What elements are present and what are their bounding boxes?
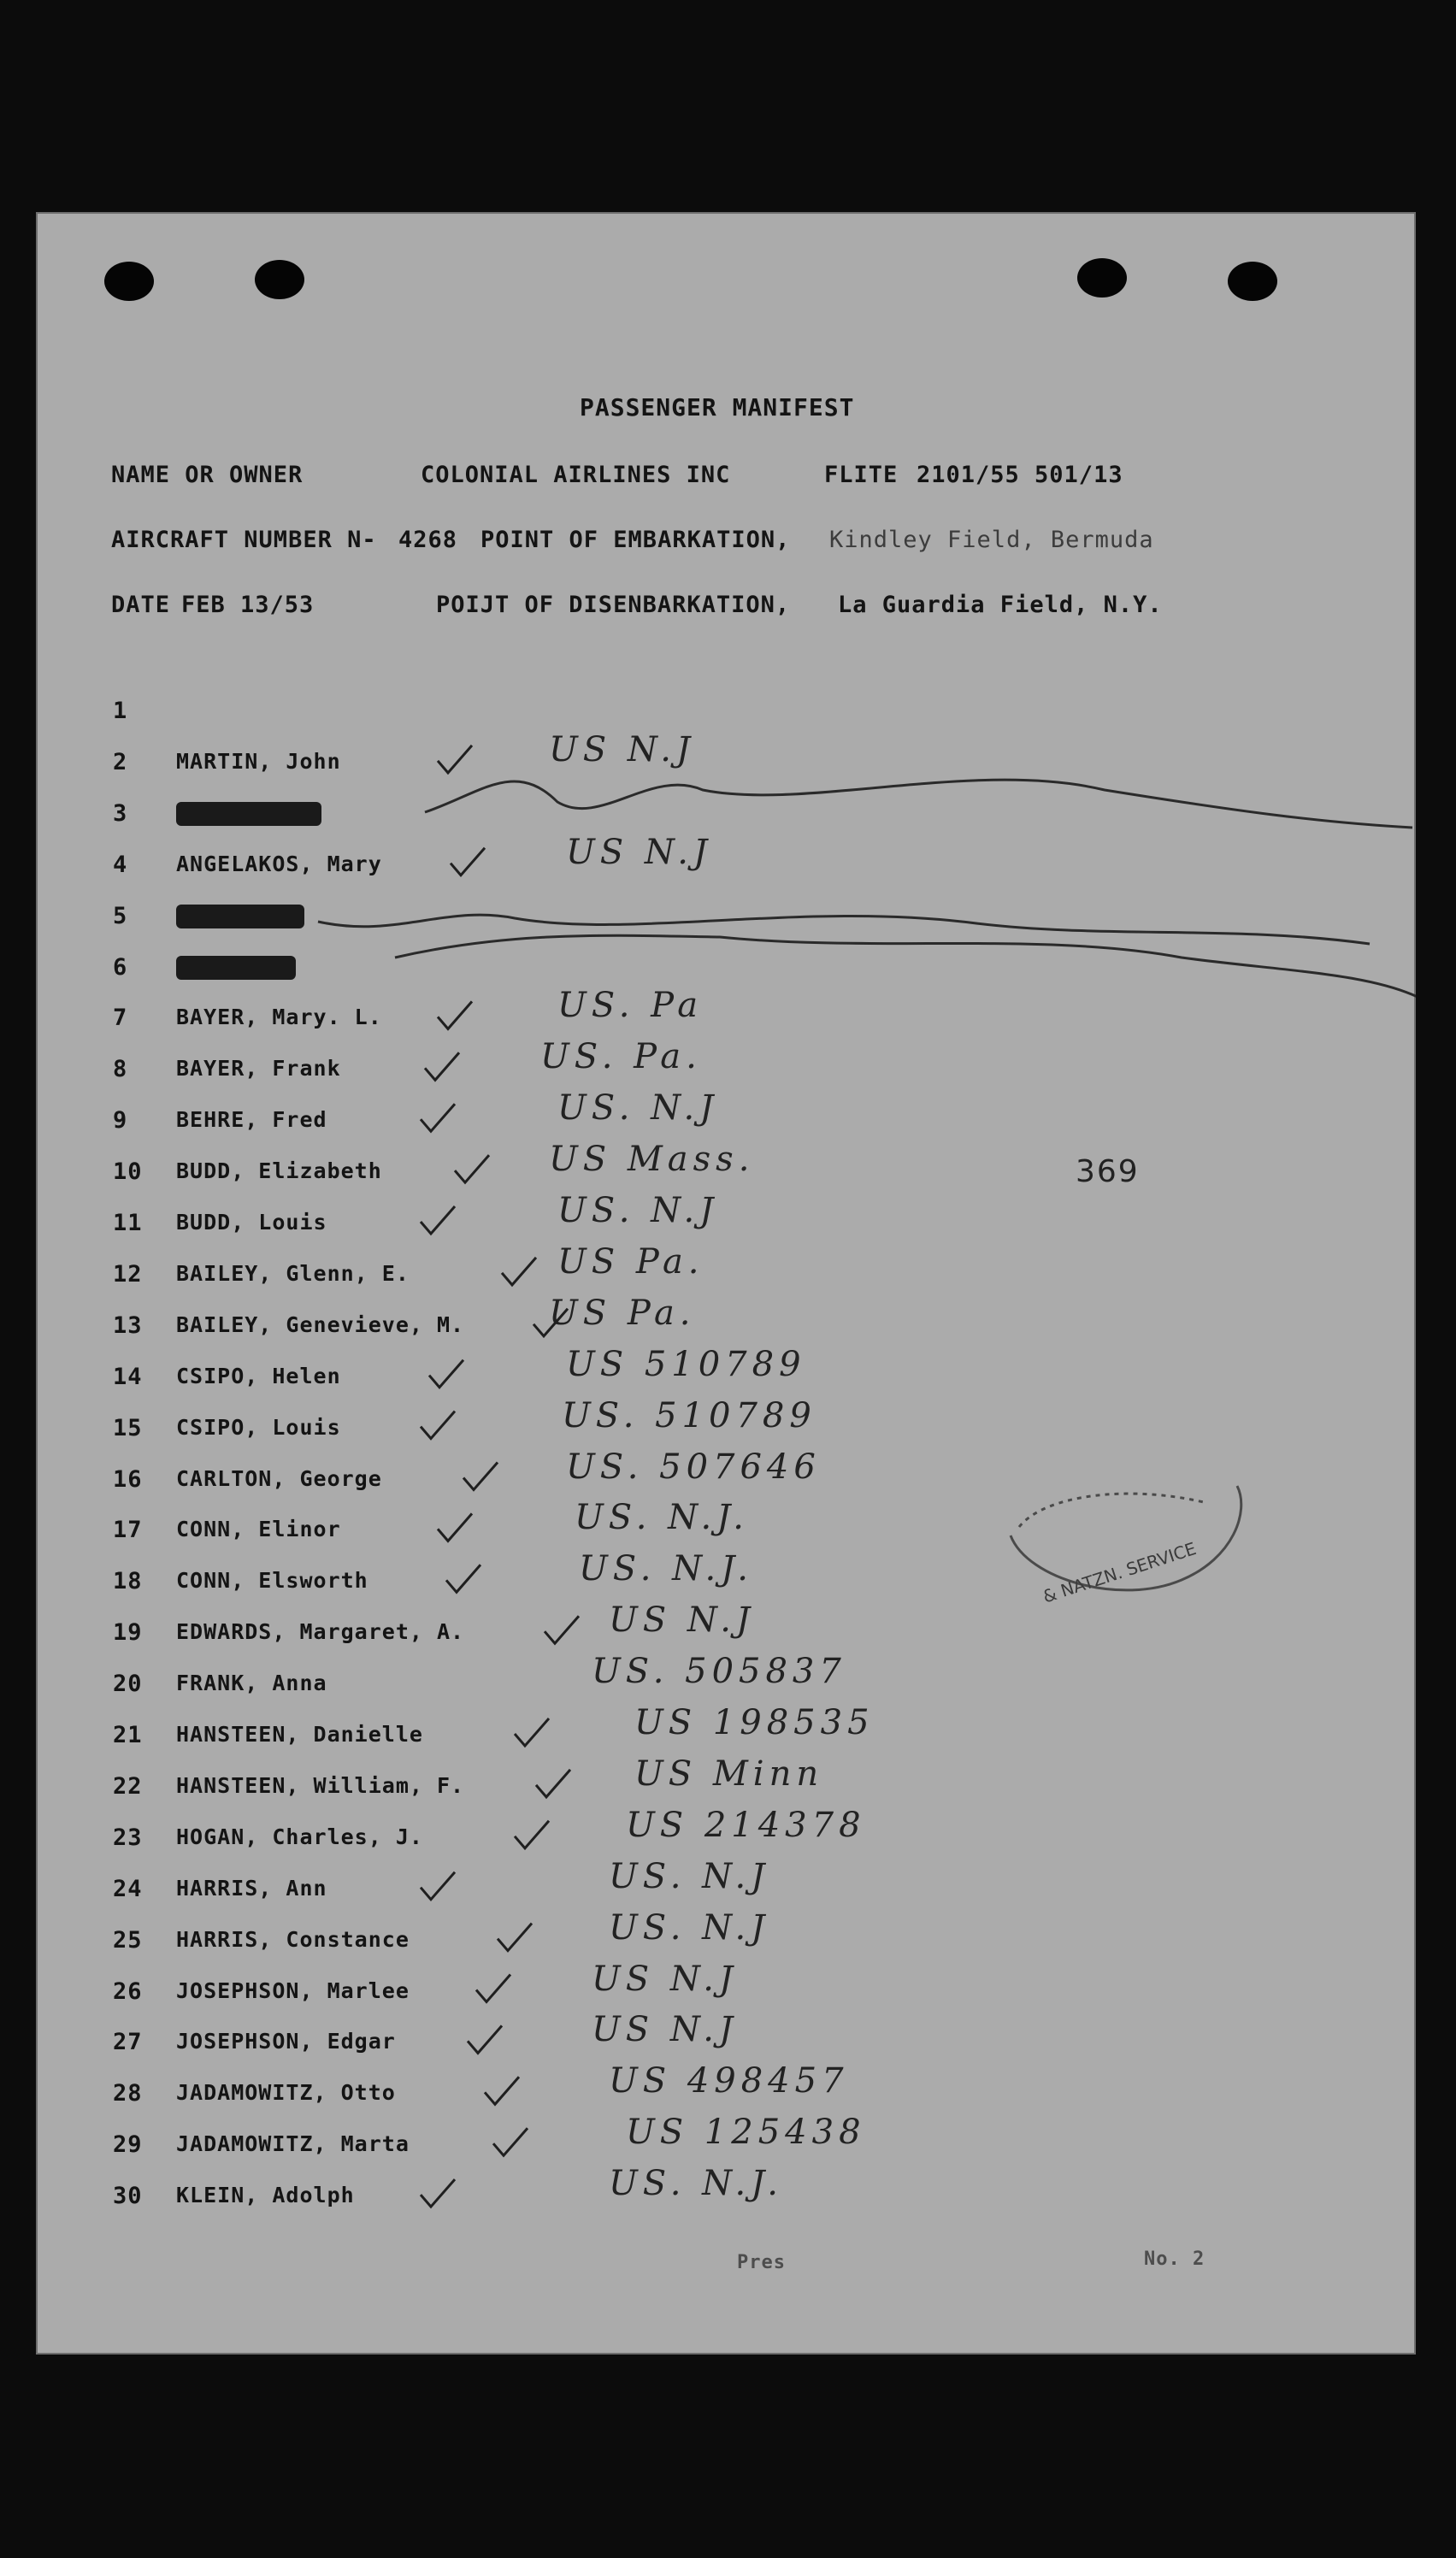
stamp-number: 369 [1076,1154,1140,1189]
handwritten-note: US 198535 [634,1703,875,1742]
passenger-name: HARRIS, Constance [176,1926,410,1952]
check-mark [515,1718,549,1746]
row-number: 5 [113,902,128,929]
check-mark [446,1565,480,1592]
strike-lines [318,780,1416,999]
check-mark [545,1616,579,1643]
handwritten-note: US 214378 [626,1805,866,1845]
passenger-name: BAYER, Frank [176,1056,341,1082]
passenger-name: CONN, Elinor [176,1517,341,1542]
date-value: FEB 13/53 [181,592,315,618]
check-mark [425,1052,459,1080]
row-number: 16 [113,1465,143,1493]
handwritten-note: US N.J [566,832,713,872]
check-mark [421,1872,455,1900]
row-number: 3 [113,799,128,827]
handwritten-note: US. 507646 [566,1447,821,1487]
check-mark [515,1821,549,1848]
strike-line-row-3 [425,780,1412,828]
flight-value: 2101/55 501/13 [917,462,1123,488]
handwritten-note: US N.J [592,1959,739,1999]
handwritten-note: US N.J [609,1600,756,1641]
passenger-name: HOGAN, Charles, J. [176,1824,423,1849]
handwritten-note: US. N.J [609,1856,770,1896]
handwritten-note: US. N.J [557,1191,719,1230]
handwritten-note: US. Pa [557,986,704,1026]
row-number: 23 [113,1824,143,1851]
footer-right: No. 2 [1144,2249,1205,2270]
row-number: 6 [113,953,128,981]
strike-line-row-5 [318,915,1370,944]
passenger-name: BAILEY, Genevieve, M. [176,1311,465,1337]
passenger-name: FRANK, Anna [176,1671,327,1696]
passenger-name: JADAMOWITZ, Otto [176,2080,396,2106]
row-number: 1 [113,698,128,724]
handwritten-note: US Minn [634,1753,824,1794]
row-number: 27 [113,2029,143,2056]
row-number: 8 [113,1056,128,1083]
row-number: 26 [113,1977,143,2005]
aircraft-label: AIRCRAFT NUMBER N- [111,527,377,553]
passenger-name: ANGELAKOS, Mary [176,851,382,876]
passenger-name: HANSTEEN, William, F. [176,1772,465,1798]
row-number: 10 [113,1158,143,1186]
handwritten-note: US N.J [592,2010,739,2050]
passenger-name: CSIPO, Louis [176,1414,341,1440]
row-number: 13 [113,1311,143,1339]
handwritten-note: US 125438 [626,2113,866,2153]
row-number: 28 [113,2080,143,2107]
passenger-name: CARLTON, George [176,1465,382,1491]
document-title: PASSENGER MANIFEST [580,393,855,421]
disembark-value: La Guardia Field, N.Y. [838,592,1163,618]
row-number: 22 [113,1772,143,1800]
passenger-name: HARRIS, Ann [176,1875,327,1901]
row-number: 14 [113,1363,143,1390]
row-number: 29 [113,2131,143,2159]
row-number: 17 [113,1517,143,1544]
passenger-name: MARTIN, John [176,748,341,774]
passenger-name: JADAMOWITZ, Marta [176,2131,410,2157]
row-number: 2 [113,748,128,775]
flight-label: FLITE [824,462,899,488]
footer-left: Pres [737,2252,786,2273]
handwritten-note: US. 505837 [592,1652,846,1692]
passenger-name: BAILEY, Glenn, E. [176,1260,410,1286]
check-mark [438,1513,472,1541]
handwritten-note: US. N.J [609,1907,770,1948]
embark-value: Kindley Field, Bermuda [829,527,1154,553]
annotation-layer [36,212,1416,2355]
handwritten-note: US N.J [549,729,696,769]
handwritten-note: US 510789 [566,1344,806,1384]
check-mark [421,2179,455,2207]
handwritten-note: US. N.J. [575,1498,749,1538]
passenger-name: JOSEPHSON, Marlee [176,1977,410,2003]
check-mark [476,1975,510,2002]
handwritten-note: US. N.J. [579,1549,753,1589]
passenger-name: JOSEPHSON, Edgar [176,2029,396,2054]
passenger-name: CONN, Elsworth [176,1568,368,1594]
check-mark [533,1309,568,1336]
row-number: 4 [113,851,128,878]
check-mark [451,848,485,875]
row-number: 30 [113,2183,143,2210]
check-mark [502,1258,536,1285]
check-marks [421,746,579,2207]
owner-value: COLONIAL AIRLINES INC [421,462,731,488]
row-number: 24 [113,1875,143,1902]
passenger-name: BAYER, Mary. L. [176,1005,382,1030]
row-number: 21 [113,1722,143,1748]
check-mark [463,1463,498,1490]
stamp-text: & NATZN. SERVICE [1040,1537,1199,1607]
row-number: 19 [113,1619,143,1647]
row-number: 11 [113,1210,143,1236]
embark-label: POINT OF EMBARKATION, [480,527,791,553]
row-number: 25 [113,1926,143,1954]
row-number: 15 [113,1414,143,1441]
passenger-name: BUDD, Elizabeth [176,1158,382,1184]
handwritten-note: US. N.J. [609,2164,783,2204]
handwritten-note: US Pa. [549,1293,696,1333]
check-mark [429,1360,463,1388]
passenger-name: EDWARDS, Margaret, A. [176,1619,465,1645]
check-mark [455,1155,489,1182]
handwritten-note: US Mass. [549,1140,755,1180]
passenger-name: KLEIN, Adolph [176,2183,355,2208]
check-mark [536,1770,570,1797]
manifest-page [36,212,1416,2355]
check-mark [421,1206,455,1234]
check-mark [421,1104,455,1131]
handwritten-note: US Pa. [557,1241,704,1282]
check-mark [438,1001,472,1029]
date-label: DATE [111,592,171,618]
row-number: 7 [113,1005,128,1032]
row-number: 20 [113,1671,143,1698]
check-mark [468,2025,502,2053]
disembark-label: POIJT OF DISENBARKATION, [436,592,791,618]
check-mark [485,2077,519,2104]
row-number: 9 [113,1107,128,1135]
row-number: 12 [113,1260,143,1288]
row-number: 18 [113,1568,143,1595]
check-mark [498,1924,532,1951]
strike-line-row-6 [395,935,1416,999]
passenger-name: HANSTEEN, Danielle [176,1722,423,1747]
owner-label: NAME OR OWNER [111,462,304,488]
aircraft-value: 4268 [398,527,458,553]
check-mark [421,1412,455,1439]
passenger-name: BEHRE, Fred [176,1107,327,1133]
passenger-name: BUDD, Louis [176,1210,327,1235]
handwritten-note: US. 510789 [562,1395,816,1435]
handwritten-note: US 498457 [609,2061,849,2101]
handwritten-note: US. Pa. [540,1037,702,1077]
check-mark [493,2128,528,2155]
check-mark [438,746,472,773]
passenger-name: CSIPO, Helen [176,1363,341,1388]
handwritten-note: US. N.J [557,1088,719,1129]
